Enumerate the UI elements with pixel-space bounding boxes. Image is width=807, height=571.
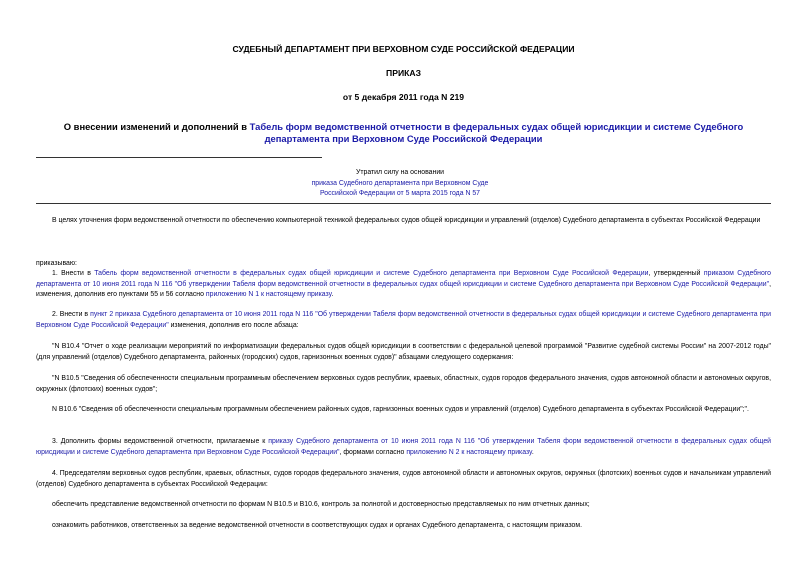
item-1-link-order-116[interactable]: приказом Судебного департамента от 10 июня 2011 года N 116 "Об утверждении Табеля форм ведомственной отчетности в федеральных судах общей юрисдикции и системе Судебного департамента при Верховном Суде Российской Федерации": [36, 270, 772, 288]
item-2-link-order-point-2[interactable]: пункт 2 приказа Судебного департамента от 10 июня 2011 года N 116 "Об утверждении Табеля форм ведомственной отчетности в федеральных судах общей юрисдикции и системе Судебного департамента при Верховном Суде Российской Федерации": [36, 311, 771, 329]
item-1-text: , утвержденный: [648, 270, 704, 277]
item-3-text: 3. Дополнить формы ведомственной отчетности, прилагаемые к: [52, 438, 269, 445]
item-1-text: 1. Внести в: [52, 270, 95, 277]
document-date-number: от 5 декабря 2011 года N 219: [342, 92, 465, 102]
quote-b10-6: N В10.6 "Сведения об обеспеченности специальным программным обеспечением районных судов, гарнизонных военных судов и управлений (отделов) Судебного департамента в субъектах Российской Федерации";".: [52, 406, 749, 413]
item-4-subitem-reporting: обеспечить представление ведомственной отчетности по формам N В10.5 и В10.6, контроль за полнотой и достоверностью представляемых по ним отчетных данных;: [52, 501, 590, 508]
item-3-link-order-116[interactable]: приказу Судебного департамента от 10 июня 2011 года N 116 "Об утверждении Табеля форм ведомственной отчетности в федеральных судах общей юрисдикции и системе Судебного департамента при Верховном Суде Российской Федерации": [36, 438, 771, 456]
item-3-text: , формами согласно: [339, 448, 407, 456]
quote-b10-5: "N В10.5 "Сведения об обеспеченности специальным программным обеспечением верховных судов республик, краевых, областных, судов городов федерального значения, судов автономной области и автономных округов, окружных (флотских) военных судов";: [36, 375, 771, 393]
item-2-paragraph: [36, 310, 771, 331]
document-type: ПРИКАЗ: [386, 68, 421, 78]
item-3-paragraph: [36, 437, 771, 458]
separator-short: [36, 157, 322, 158]
item-1-link-appendix-1[interactable]: приложению N 1 к настоящему приказу: [205, 291, 332, 299]
item-4-paragraph: 4. Председателям верховных судов республик, краевых, областных, судов городов федерального значения, судов автономной области и автономных округов, окружных (флотских) военных судов и начальникам управлений (отделов) Судебного департамента в субъектах Российской Федерации:: [36, 470, 771, 488]
intro-paragraph: В целях уточнения форм ведомственной отчетности по обеспечению компьютерной техникой федеральных судов общей юрисдикции и управлений (отделов) Судебного департамента в субъектах Российской Федерации: [52, 217, 761, 224]
item-2-text: изменения, дополнив его после абзаца:: [168, 321, 299, 329]
repeal-order-link-date[interactable]: Российской Федерации от 5 марта 2015 года N 57: [319, 190, 481, 197]
item-1-paragraph: [36, 269, 771, 301]
separator-full: [36, 203, 771, 204]
item-1-link-tabel[interactable]: Табель форм ведомственной отчетности в федеральных судах общей юрисдикции и системе Судебного департамента при Верховном Суде Российской Федерации: [94, 270, 649, 277]
status-note-line: Утратил силу на основании: [355, 169, 445, 176]
order-word: приказываю:: [36, 260, 77, 267]
item-3-link-appendix-2[interactable]: приложению N 2 к настоящему приказу: [406, 448, 532, 456]
repeal-order-link[interactable]: приказа Судебного департамента при Верховном Суде: [311, 179, 489, 187]
item-3-text: .: [531, 448, 534, 456]
item-4-subitem-familiarize: ознакомить работников, ответственных за ведение ведомственной отчетности в соответствующих судах и органах Судебного департамента, с настоящим приказом.: [52, 522, 583, 529]
quote-b10-4: "N В10.4 "Отчет о ходе реализации мероприятий по информатизации федеральных судов общей юрисдикции в соответствии с федеральной целевой программой "Развитие судебной системы России" на 2007-2012 годы" (для управлений (отделов) Судебного департамента, районных (городских) судов, гарнизонных военных судов)" абзацами следующего содержания:: [36, 343, 771, 361]
document-title: [36, 121, 771, 145]
title-prefix: О внесении изменений и дополнений в: [63, 121, 250, 132]
item-1-text: .: [331, 291, 334, 299]
status-note: [255, 168, 545, 200]
issuer-heading: СУДЕБНЫЙ ДЕПАРТАМЕНТ ПРИ ВЕРХОВНОМ СУДЕ РОССИЙСКОЙ ФЕДЕРАЦИИ: [232, 44, 575, 54]
item-2-text: 2. Внести в: [52, 311, 91, 318]
item-1-text: , изменения, дополнив его пунктами 55 и 56 согласно: [36, 280, 771, 299]
title-link-tabel[interactable]: Табель форм ведомственной отчетности в федеральных судах общей юрисдикции и системе Судебного департамента при Верховном Суде Российской Федерации: [249, 121, 744, 144]
